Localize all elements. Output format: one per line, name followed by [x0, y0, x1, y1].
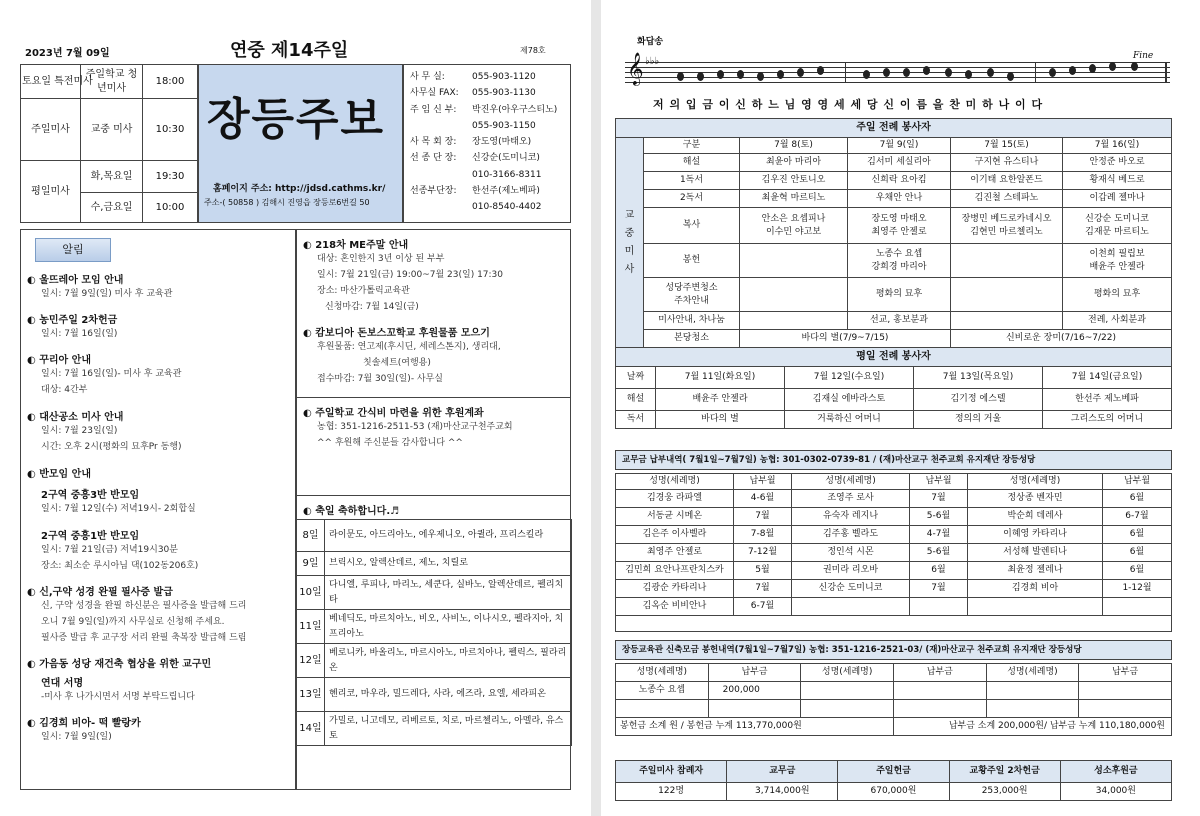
sched-time: 10:30 — [143, 99, 198, 161]
cell: 6월 — [910, 562, 968, 580]
banmo-group: 2구역 중흥1반 반모임 — [41, 531, 140, 542]
cell: 7-12월 — [734, 544, 792, 562]
notice-line: 일시: 7월 9일(일) — [41, 732, 112, 742]
notice-line: 신청마감: 7월 14일(금) — [325, 302, 419, 312]
cell: 전례, 사회분과 — [1063, 312, 1172, 330]
cell: 정상종 벤자민 — [968, 490, 1103, 508]
building-title: 장등교육관 신축모금 봉헌내역(7월1일~7월7일) 농협: 351-1216-2521-03/ (재)마산교구 천주교회 유지재단 장등성당 — [615, 640, 1172, 660]
row-label: 미사안내, 차나눔 — [644, 312, 740, 330]
summary-value: 34,000원 — [1060, 783, 1171, 801]
cell: 이갑례 젤마나 — [1063, 190, 1172, 208]
notice-line: 칫솔세트(여행용) — [363, 358, 431, 368]
sunday-title: 주일 전례 봉사자 — [615, 118, 1172, 138]
col-header: 날짜 — [616, 367, 656, 389]
notice-line: 일시: 7월 23일(일) — [41, 426, 118, 436]
dues-table — [615, 473, 1172, 632]
bday-names: 브릭시오, 알렉산데르, 제노, 치릴로 — [325, 552, 572, 576]
cell: 김서미 세실리아 — [848, 154, 951, 172]
cell: 바다의 별(7/9~7/15) — [740, 330, 951, 348]
bday-day: 8일 — [297, 520, 325, 552]
cell: 6월 — [1103, 562, 1172, 580]
table-row — [616, 508, 1172, 526]
cell: 6월 — [1103, 544, 1172, 562]
left-page — [0, 0, 591, 816]
notice-line: 오니 7월 9일(일)까지 사무실로 신청해 주세요. — [41, 617, 225, 627]
birthday-table — [296, 519, 572, 746]
bday-names: 라이문도, 아드리아노, 에우제니오, 아퀼라, 프리스킬라 — [325, 520, 572, 552]
notice-line: 후원물품: 연고제(후시딘, 세레스톤지), 생리대, — [317, 342, 501, 352]
cell: 신강순 도미니코 — [792, 580, 910, 598]
cell: 선교, 홍보분과 — [848, 312, 951, 330]
cell: 김주홍 벨라도 — [792, 526, 910, 544]
cell: 6-7월 — [1103, 508, 1172, 526]
cell: 정의의 거울 — [914, 411, 1043, 429]
sched-sub: 교중 미사 — [81, 99, 143, 161]
address: 주소-( 50858 ) 김해시 진영읍 장등로6번길 50 — [204, 198, 370, 207]
building-fund-section — [615, 640, 1172, 736]
cell — [1079, 700, 1172, 718]
cell: 6-7월 — [734, 598, 792, 616]
cell — [740, 244, 848, 278]
sched-time: 18:00 — [143, 65, 198, 99]
cell: 7월 — [910, 580, 968, 598]
title-block — [198, 64, 403, 223]
cell: 4-6월 — [734, 490, 792, 508]
contact-row: 010-3166-8311 — [472, 169, 542, 180]
cell: 김옥순 비비안나 — [616, 598, 734, 616]
cell — [893, 682, 986, 700]
cell: 신강순 도미니코 김재문 마르티노 — [1063, 208, 1172, 244]
cell: 김재실 에바라스토 — [785, 389, 914, 411]
bulletin-title: 장등주보 — [207, 94, 386, 145]
row-label: 독서 — [616, 411, 656, 429]
cell — [893, 700, 986, 718]
contacts — [403, 64, 571, 223]
contact-row: 010-8540-4402 — [472, 202, 542, 213]
notice-title: ◐ 농민주일 2차헌금 — [27, 315, 118, 326]
cell: 신희락 요아킴 — [848, 172, 951, 190]
cell: 조영주 로사 — [792, 490, 910, 508]
col-header: 납부월 — [734, 474, 792, 490]
notice-line: 신, 구약 성경을 완필 하신분은 필사증을 발급해 드리 — [41, 601, 247, 611]
notice-line: 장소: 최소순 루시아님 댁(102동206호) — [41, 561, 199, 571]
summary-section — [615, 760, 1172, 801]
cell: 서성해 발렌티나 — [968, 544, 1103, 562]
cell: 장도영 마태오 최영주 안젤로 — [848, 208, 951, 244]
notice-button[interactable]: 알림 — [35, 238, 111, 262]
summary-value: 3,714,000원 — [727, 783, 838, 801]
hymn-title: 화답송 — [637, 37, 664, 47]
table-row — [616, 700, 1172, 718]
cell: 서동균 시메온 — [616, 508, 734, 526]
cell: 1-12월 — [1103, 580, 1172, 598]
cell: 구지현 유스티나 — [951, 154, 1063, 172]
dues-section — [615, 450, 1172, 632]
notice-title: ◐ 울뜨레아 모임 안내 — [27, 275, 124, 286]
notice-line: 대상: 4간부 — [41, 385, 88, 395]
bday-names: 다니엘, 루피나, 마리노, 세쿤다, 실바노, 알렉산데르, 펠리치타 — [325, 576, 572, 610]
col-header: 성명(세례명) — [968, 474, 1103, 490]
notice-line: 접수마감: 7월 30일(일)- 사무실 — [317, 374, 444, 384]
cell — [951, 278, 1063, 312]
col-header: 성명(세례명) — [986, 664, 1079, 682]
table-row — [616, 682, 1172, 700]
date: 2023년 7월 09일 — [25, 48, 110, 59]
notice-line: 농협: 351-1216-2511-53 (재)마산교구천주교회 — [317, 422, 513, 432]
table-row — [616, 562, 1172, 580]
cell: 거룩하신 어머니 — [785, 411, 914, 429]
contact-row: 주 임 신 부: 박진우(아우구스티노) — [410, 104, 558, 115]
cell: 한선주 제노베파 — [1043, 389, 1172, 411]
col-header: 7월 13일(목요일) — [914, 367, 1043, 389]
row-label: 1독서 — [644, 172, 740, 190]
cell: 장병민 베드로카네시오 김현민 마르첼리노 — [951, 208, 1063, 244]
cell: 안소은 요셉피나 이수민 야고보 — [740, 208, 848, 244]
banmo-group: 2구역 중흥3반 반모임 — [41, 490, 140, 501]
bday-day: 11일 — [297, 610, 325, 644]
row-label: 복사 — [644, 208, 740, 244]
notice-line: 대상: 혼인한지 3년 이상 된 부부 — [317, 254, 445, 264]
notice-title: ◐ 꾸리아 안내 — [27, 355, 92, 366]
bday-names: 베로니카, 바올리노, 마르시아노, 마르치아나, 펠릭스, 필라리온 — [325, 644, 572, 678]
treble-clef-icon: 𝄞 — [627, 52, 644, 85]
col-header: 7월 16(일) — [1063, 138, 1172, 154]
notice-line: 일시: 7월 12일(수) 저녁19시- 2회합실 — [41, 504, 196, 514]
cell — [951, 244, 1063, 278]
cell: 박순희 데레사 — [968, 508, 1103, 526]
contact-row: 사 무 실: 055-903-1120 — [410, 72, 536, 82]
cell: 우채안 안나 — [848, 190, 951, 208]
col-header: 성명(세례명) — [792, 474, 910, 490]
col-header: 성명(세례명) — [616, 664, 709, 682]
cell: 최윤아 마리아 — [740, 154, 848, 172]
cell: 유숙자 레지나 — [792, 508, 910, 526]
cell: 5-6월 — [910, 508, 968, 526]
cell — [616, 700, 709, 718]
sched-time: 10:00 — [143, 193, 198, 223]
cell: 200,000 — [708, 682, 801, 700]
cell — [986, 682, 1079, 700]
bday-day: 12일 — [297, 644, 325, 678]
cell: 6월 — [1103, 526, 1172, 544]
hymn-lyrics: 저 의 입 금 이 신 하 느 님 영 영 세 세 당 신 이 름 을 찬 미 하 나 이 다 — [653, 98, 1044, 111]
cell: 이천희 필립보 배윤주 안젤라 — [1063, 244, 1172, 278]
table-row — [616, 544, 1172, 562]
notice-line: 일시: 7월 16일(일) — [41, 329, 118, 339]
cell: 평화의 묘후 — [1063, 278, 1172, 312]
weekday-title: 평일 전례 봉사자 — [615, 347, 1172, 367]
cell: 평화의 묘후 — [848, 278, 951, 312]
cell — [968, 598, 1103, 616]
cell: 4-7월 — [910, 526, 968, 544]
bday-day: 10일 — [297, 576, 325, 610]
bday-names: 베네딕도, 마르치아노, 비오, 사비노, 이나시오, 펠라지아, 치프리아노 — [325, 610, 572, 644]
col-header: 7월 9(일) — [848, 138, 951, 154]
empty-row — [616, 616, 1172, 632]
bday-day: 9일 — [297, 552, 325, 576]
notice-title: ◐ 김경희 비아- 떡 빨랑카 — [27, 718, 141, 729]
sched-label: 주일미사 — [21, 99, 81, 161]
contact-row: 선 종 단 장: 신강순(도미니코) — [410, 153, 540, 164]
cell: 7월 — [734, 580, 792, 598]
cell: 안정준 바오로 — [1063, 154, 1172, 172]
col-header: 납부금 — [708, 664, 801, 682]
col-header: 납부월 — [910, 474, 968, 490]
contact-row: 선종부단장: 한선주(제노베파) — [410, 186, 540, 197]
sched-time: 19:30 — [143, 161, 198, 193]
cell: 5-6월 — [910, 544, 968, 562]
cell — [740, 278, 848, 312]
sunday-servers — [615, 118, 1172, 429]
cell — [740, 312, 848, 330]
notice-title: ◐ 캄보디아 돈보스꼬학교 후원물품 모으기 — [303, 328, 490, 339]
cell: 황재식 베드로 — [1063, 172, 1172, 190]
cell — [792, 598, 910, 616]
cell: 7-8월 — [734, 526, 792, 544]
sched-sub: 주일학교 청년미사 — [81, 65, 143, 99]
col-header: 교황주일 2차헌금 — [949, 761, 1060, 783]
col-header: 교무금 — [727, 761, 838, 783]
birthday-title: ◐ 축일 축하합니다.♬ — [303, 506, 400, 517]
col-header: 주일미사 참례자 — [616, 761, 727, 783]
row-label: 2독서 — [644, 190, 740, 208]
contact-row: 사무실 FAX: 055-903-1130 — [410, 88, 536, 99]
cell — [951, 312, 1063, 330]
cell: 7월 — [910, 490, 968, 508]
table-row — [616, 598, 1172, 616]
dues-title: 교무금 납부내역( 7월1일~7월7일) 농협: 301-0302-0739-81 / (재)마산교구 천주교회 유지재단 장등성당 — [615, 450, 1172, 470]
cell: 김진철 스테파노 — [951, 190, 1063, 208]
col-header: 7월 14일(금요일) — [1043, 367, 1172, 389]
col-header: 성소후원금 — [1060, 761, 1171, 783]
bday-names: 가밀로, 니고데모, 리베르토, 치로, 마르첼리노, 아멜라, 유스토 — [325, 712, 572, 746]
summary-value: 670,000원 — [838, 783, 949, 801]
cell: 최영주 안젤로 — [616, 544, 734, 562]
homepage[interactable]: 홈페이지 주소: http://jdsd.cathms.kr/ — [213, 184, 386, 194]
cell: 정인석 시몬 — [792, 544, 910, 562]
bday-names: 헨리코, 마우라, 밀드레다, 사라, 에즈라, 요엘, 세라피온 — [325, 678, 572, 712]
col-header: 7월 15(토) — [951, 138, 1063, 154]
col-header: 성명(세례명) — [616, 474, 734, 490]
cell: 5월 — [734, 562, 792, 580]
notice-title: ◐ 대산공소 미사 안내 — [27, 412, 124, 423]
notice-line: 일시: 7월 16일(일)- 미사 후 교육관 — [41, 369, 182, 379]
music-staff — [625, 51, 1170, 86]
cell: 김경희 비아 — [968, 580, 1103, 598]
info-column — [296, 229, 571, 790]
cell: 김우진 안토니오 — [740, 172, 848, 190]
bday-day: 14일 — [297, 712, 325, 746]
mass-side-label: 교 중 미 사 — [616, 138, 644, 348]
row-label: 해설 — [616, 389, 656, 411]
col-header: 납부금 — [1079, 664, 1172, 682]
notice-title: ◐ 218차 ME주말 안내 — [303, 240, 409, 251]
cell: 최윤정 젤레나 — [968, 562, 1103, 580]
payment-total: 납부금 소계 200,000원/ 납부금 누계 110,180,000원 — [893, 718, 1171, 736]
mass-schedule — [20, 64, 198, 223]
sched-label: 토요일 특전미사 — [21, 65, 81, 99]
cell: 6월 — [1103, 490, 1172, 508]
cell: 이기태 요한알폰드 — [951, 172, 1063, 190]
table-row — [616, 526, 1172, 544]
cell: 노종수 요셉 — [616, 682, 709, 700]
bday-day: 13일 — [297, 678, 325, 712]
notice-line: 필사증 발급 후 교구장 서리 완필 축복장 발급해 드림 — [41, 633, 247, 643]
contact-row: 사 목 회 장: 장도영(마태오) — [410, 137, 532, 148]
cell: 김경웅 라파엘 — [616, 490, 734, 508]
col-header: 주일헌금 — [838, 761, 949, 783]
cell — [1079, 682, 1172, 700]
notice-line: -미사 후 나가시면서 서명 부탁드립니다 — [41, 692, 195, 702]
notice-line: 일시: 7월 21일(금) 저녁19시30분 — [41, 545, 178, 555]
fine-mark: Fine — [1133, 51, 1154, 61]
sched-sub: 화,목요일 — [81, 161, 143, 193]
notice-title: ◐ 반모임 안내 — [27, 469, 92, 480]
cell — [801, 682, 894, 700]
notices-column — [20, 229, 296, 790]
cell: 권미라 리오바 — [792, 562, 910, 580]
cell: 김은주 이사벨라 — [616, 526, 734, 544]
cell: 그리스도의 어머니 — [1043, 411, 1172, 429]
row-label: 해설 — [644, 154, 740, 172]
contact-row: 055-903-1150 — [472, 120, 536, 131]
notice-line: 시간: 오후 2시(평화의 묘후Pr 동행) — [41, 442, 182, 452]
building-table — [615, 663, 1172, 736]
notice-line: 일시: 7월 9일(일) 미사 후 교육관 — [41, 289, 173, 299]
notice-title-cont: 연대 서명 — [41, 678, 84, 689]
notice-line: 일시: 7월 21일(금) 19:00~7월 23(일) 17:30 — [317, 270, 504, 280]
sched-label: 평일미사 — [21, 161, 81, 223]
col-header: 7월 12일(수요일) — [785, 367, 914, 389]
notice-title: ◐ 주일학교 간식비 마련을 위한 후원계좌 — [303, 408, 484, 419]
col-header: 성명(세례명) — [801, 664, 894, 682]
cell — [986, 700, 1079, 718]
week-title: 연중 제14주일 — [230, 40, 349, 61]
cell: 신비로운 장미(7/16~7/22) — [951, 330, 1172, 348]
summary-table — [615, 760, 1172, 801]
cell: 바다의 별 — [656, 411, 785, 429]
row-label: 본당청소 — [644, 330, 740, 348]
cell: 최윤혁 마르티노 — [740, 190, 848, 208]
col-header: 납부금 — [893, 664, 986, 682]
table-row — [616, 580, 1172, 598]
cell: 배윤주 안젤라 — [656, 389, 785, 411]
row-label: 성당주변청소 주차안내 — [644, 278, 740, 312]
sched-sub: 수,금요일 — [81, 193, 143, 223]
offering-total: 봉헌금 소계 원 / 봉헌금 누계 113,770,000원 — [616, 718, 894, 736]
col-header: 7월 8(토) — [740, 138, 848, 154]
right-page — [601, 0, 1200, 816]
weekday-table — [615, 366, 1172, 429]
col-header: 납부월 — [1103, 474, 1172, 490]
cell: 김광순 카타리나 — [616, 580, 734, 598]
col-header: 구분 — [644, 138, 740, 154]
cell: 김민희 요안나프란치스카 — [616, 562, 734, 580]
cell: 이혜영 카타리나 — [968, 526, 1103, 544]
cell: 김기정 에스텔 — [914, 389, 1043, 411]
key-signature-icon: ♭♭♭ — [645, 56, 660, 67]
cell — [910, 598, 968, 616]
issue-number: 제78호 — [520, 46, 546, 55]
notice-line: 장소: 마산가톨릭교육관 — [317, 286, 410, 296]
row-label: 봉헌 — [644, 244, 740, 278]
summary-value: 253,000원 — [949, 783, 1060, 801]
table-row — [616, 490, 1172, 508]
summary-value: 122명 — [616, 783, 727, 801]
notice-title: ◐ 신,구약 성경 완필 필사증 발급 — [27, 587, 173, 598]
sunday-table — [615, 137, 1172, 348]
cell: 7월 — [734, 508, 792, 526]
cell — [801, 700, 894, 718]
cell: 노종수 요셉 강희경 마리아 — [848, 244, 951, 278]
notice-line: ^^ 후원해 주신분들 감사합니다 ^^ — [317, 438, 463, 448]
notice-title: ◐ 가음동 성당 재건축 협상을 위한 교구민 — [27, 659, 212, 670]
cell — [1103, 598, 1172, 616]
cell — [708, 700, 801, 718]
col-header: 7월 11일(화요일) — [656, 367, 785, 389]
